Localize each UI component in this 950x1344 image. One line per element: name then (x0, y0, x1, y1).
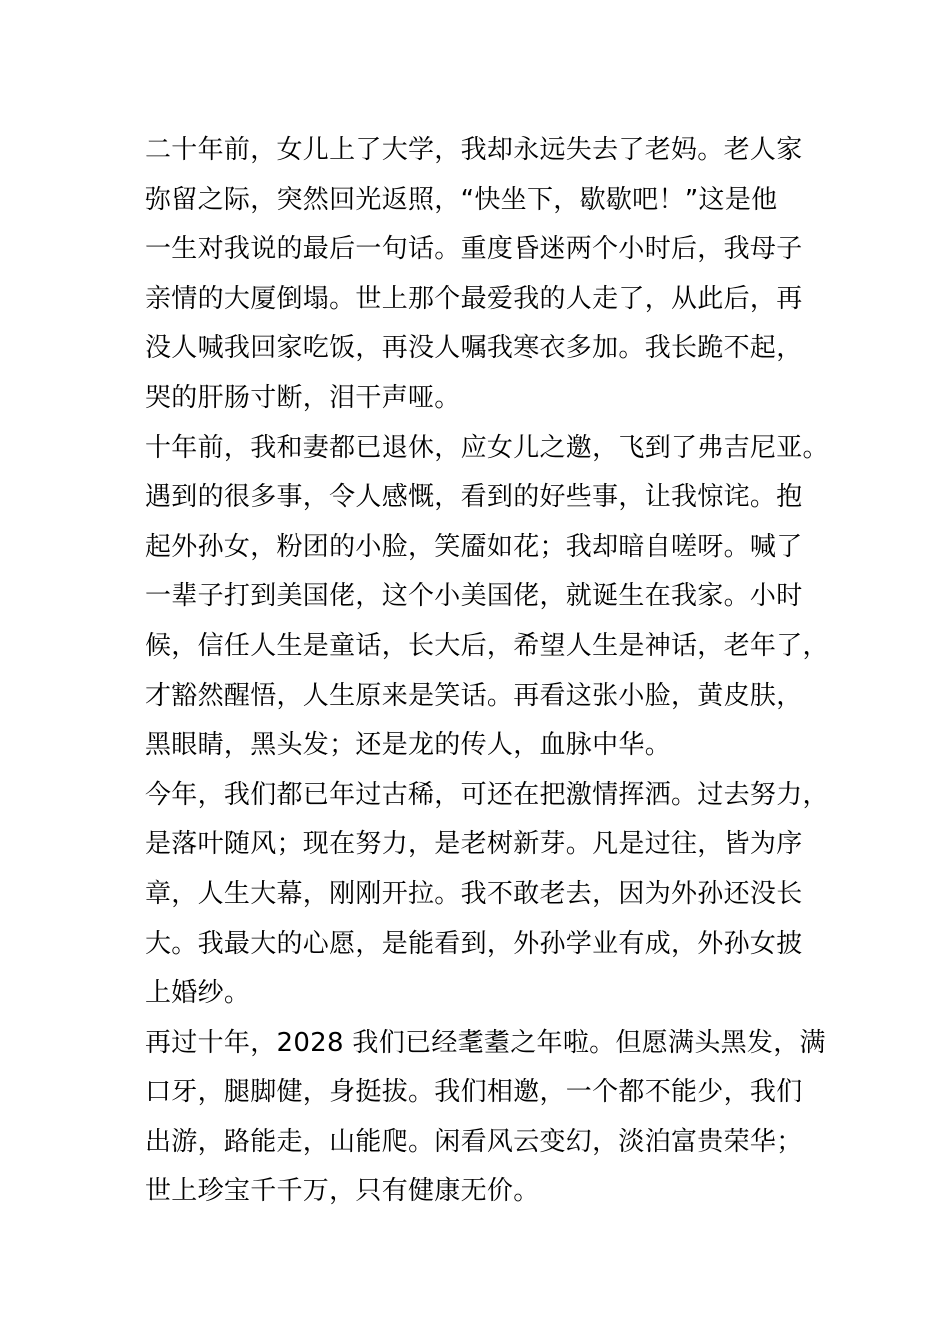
text-line: 章，人生大幕，刚刚开拉。我不敢老去，因为外孙还没长 (145, 878, 803, 909)
text-line: 弥留之际，突然回光返照，“快坐下，歇歇吧！”这是他 (145, 184, 778, 215)
text-line: 十年前，我和妻都已退休，应女儿之邀，飞到了弗吉尼亚。 (145, 432, 829, 463)
text-line: 出游，路能走，山能爬。闲看风云变幻，淡泊富贵荣华； (145, 1126, 803, 1157)
text-line: 哭的肝肠寸断，泪干声哑。 (145, 382, 461, 413)
text-line: 再过十年，2028 我们已经耄耋之年啦。但愿满头黑发，满 (145, 1027, 826, 1058)
text-line: 二十年前，女儿上了大学，我却永远失去了老妈。老人家 (145, 135, 803, 165)
text-line: 是落叶随风；现在努力，是老树新芽。凡是过往，皆为序 (145, 829, 803, 860)
text-line: 大。我最大的心愿，是能看到，外孙学业有成，外孙女披 (145, 928, 803, 959)
text-line: 没人喊我回家吃饭，再没人嘱我寒衣多加。我长跪不起， (145, 333, 803, 364)
text-line: 一生对我说的最后一句话。重度昏迷两个小时后，我母子 (145, 234, 803, 265)
paragraph-4 (145, 1019, 826, 1217)
text-line: 上婚纱。 (145, 978, 251, 1009)
text-line: 世上珍宝千千万，只有健康无价。 (145, 1176, 540, 1207)
body-text (145, 126, 829, 1217)
text-line: 遇到的很多事，令人感慨，看到的好些事，让我惊诧。抱 (145, 482, 803, 513)
text-line: 候，信任人生是童话，长大后，希望人生是神话，老年了， (145, 630, 829, 661)
text-line: 今年，我们都已年过古稀，可还在把激情挥洒。过去努力， (145, 779, 829, 810)
paragraph-1 (145, 126, 815, 424)
paragraph-2 (145, 424, 829, 771)
text-line: 起外孙女，粉团的小脸，笑靥如花；我却暗自嗟呀。喊了 (145, 531, 803, 562)
text-line: 才豁然醒悟，人生原来是笑话。再看这张小脸，黄皮肤， (145, 680, 803, 711)
paragraph-3 (145, 771, 829, 1019)
text-line: 口牙，腿脚健，身挺拔。我们相邀，一个都不能少，我们 (145, 1077, 803, 1108)
text-line: 黑眼睛，黑头发；还是龙的传人，血脉中华。 (145, 730, 672, 761)
text-line: 一辈子打到美国佬，这个小美国佬，就诞生在我家。小时 (145, 581, 803, 612)
text-line: 亲情的大厦倒塌。世上那个最爱我的人走了，从此后，再 (145, 283, 803, 314)
